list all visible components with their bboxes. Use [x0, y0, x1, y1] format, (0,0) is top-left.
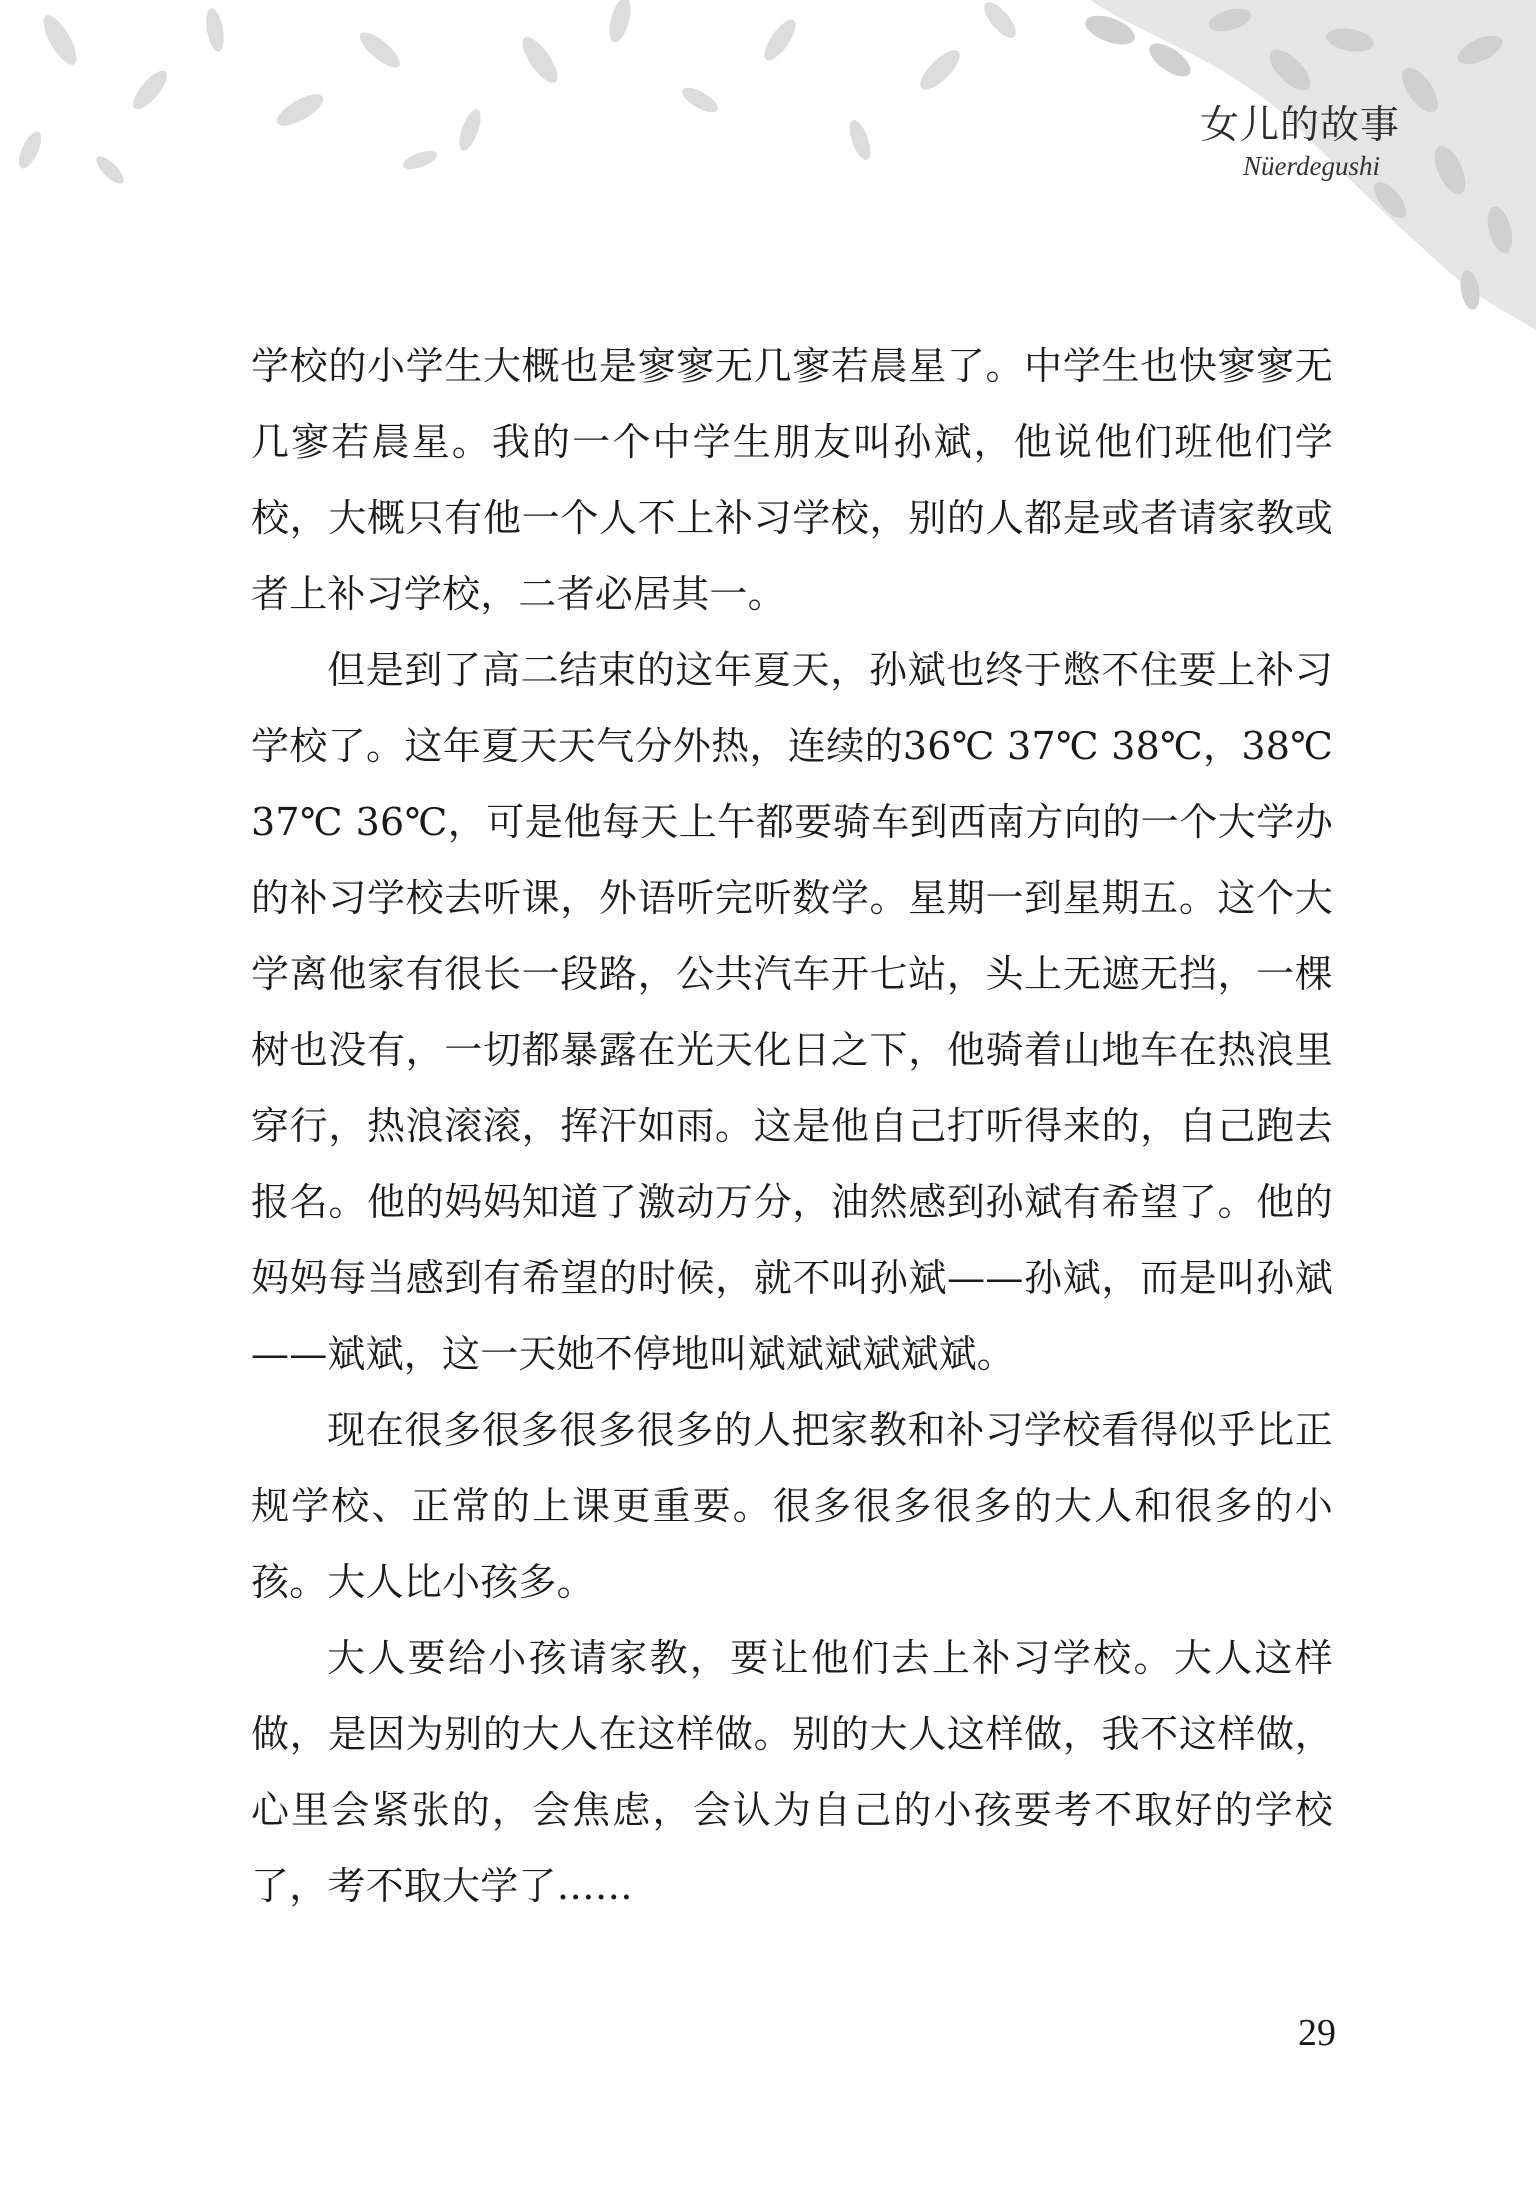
page-number: 29 — [1298, 2012, 1336, 2054]
body-text — [251, 328, 1333, 1924]
running-header — [1040, 103, 1400, 182]
paragraph: 但是到了高二结束的这年夏天，孙斌也终于憋不住要上补习学校了。这年夏天天气分外热，连续的36℃ 37℃ 38℃，38℃ 37℃ 36℃，可是他每天上午都要骑车到西南方向的一个大学办的补习学校去听课，外语听完听数学。星期一到星期五。这个大学离他家有很长一段路，公共汽车开七站，头上无遮无挡，一棵树也没有，一切都暴露在光天化日之下，他骑着山地车在热浪里穿行，热浪滚滚，挥汗如雨。这是他自己打听得来的，自己跑去报名。他的妈妈知道了激动万分，油然感到孙斌有希望了。他的妈妈每当感到有希望的时候，就不叫孙斌——孙斌，而是叫孙斌——斌斌，这一天她不停地叫斌斌斌斌斌斌。 — [251, 648, 1333, 1376]
paragraph: 现在很多很多很多很多的人把家教和补习学校看得似乎比正规学校、正常的上课更重要。很多很多很多的大人和很多的小孩。大人比小孩多。 — [251, 1408, 1333, 1604]
running-header-subtitle: Nüerdegushi — [1243, 151, 1380, 181]
running-header-title: 女儿的故事 — [1199, 103, 1400, 148]
paragraph: 大人要给小孩请家教，要让他们去上补习学校。大人这样做，是因为别的大人在这样做。别的大人这样做，我不这样做，心里会紧张的，会焦虑，会认为自己的小孩要考不取好的学校了，考不取大学了…… — [251, 1636, 1333, 1908]
paragraph: 学校的小学生大概也是寥寥无几寥若晨星了。中学生也快寥寥无几寥若晨星。我的一个中学生朋友叫孙斌，他说他们班他们学校，大概只有他一个人不上补习学校，别的人都是或者请家教或者上补习学校，二者必居其一。 — [251, 344, 1333, 616]
